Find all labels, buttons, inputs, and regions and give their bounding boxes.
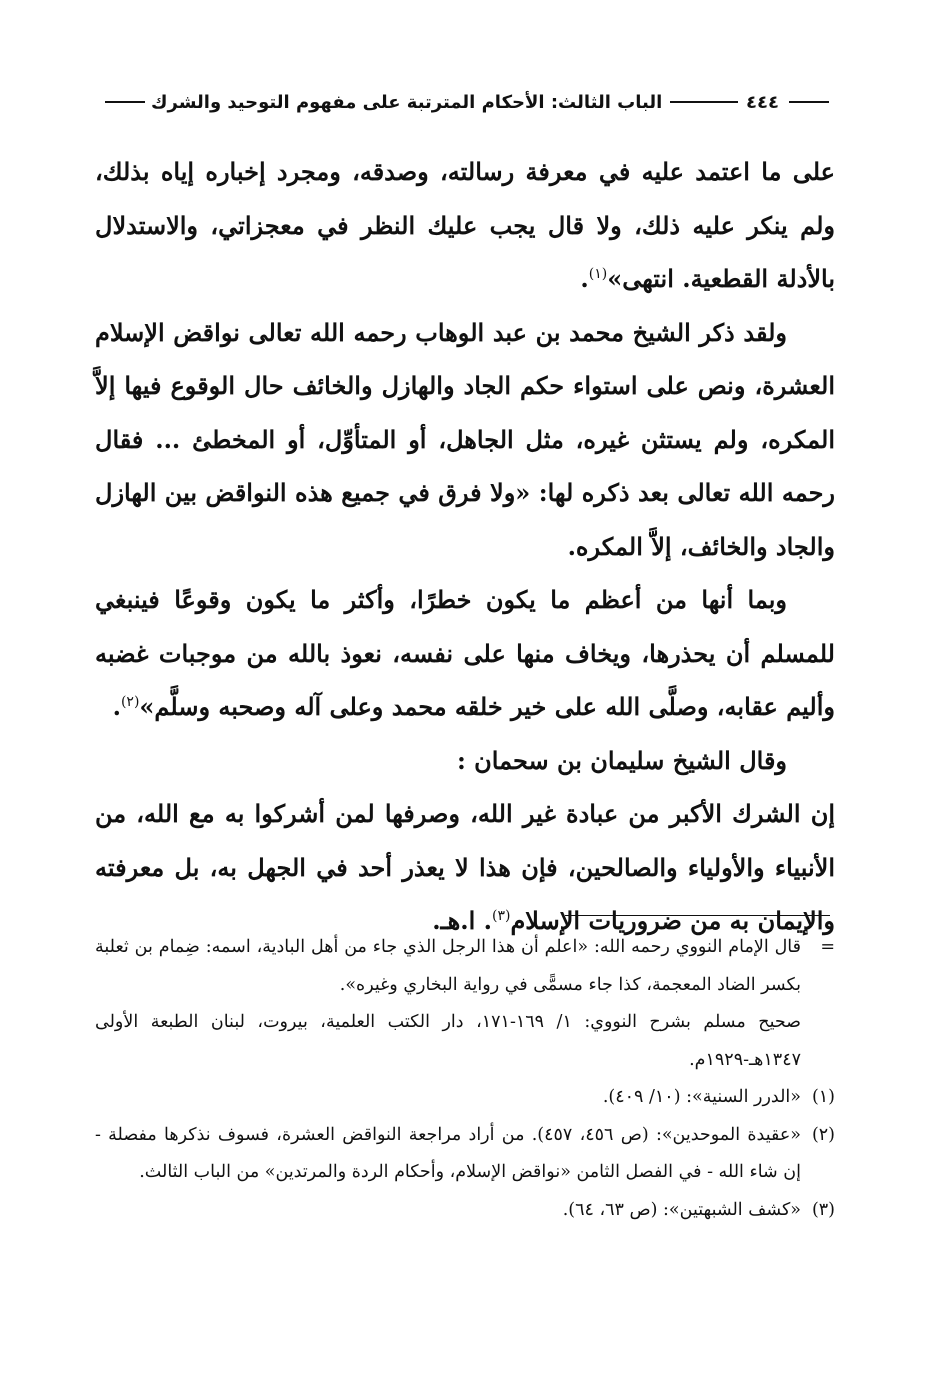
footnote-separator xyxy=(565,915,830,916)
footnote-2 xyxy=(95,1117,835,1192)
paragraph-4-heading: وقال الشيخ سليمان بن سحمان : xyxy=(456,745,787,775)
footnote-ref-3[interactable]: (٣) xyxy=(491,908,511,924)
footnote-1 xyxy=(95,1079,835,1117)
paragraph-1-end: . xyxy=(580,264,589,293)
paragraph-2: ولقد ذكر الشيخ محمد بن عبد الوهاب رحمه الله تعالى نواقض الإسلام العشرة، ونص على استواء حكم الجاد والهازل والخائف حال الوقوع فيها إلاَّ المكره، ولم يستثن غيره، مثل الجاهل، أو المتأوِّل، أو المخطئ ... فقال رحمه الله تعالى بعد ذكره لها: «ولا فرق في جميع هذه النواقض بين الهازل والجاد والخائف، إلاَّ المكره. xyxy=(95,317,835,561)
running-header xyxy=(95,82,835,122)
header-rule-middle xyxy=(670,101,738,103)
footnote-continued-text: قال الإمام النووي رحمه الله: «اعلم أن هذا الرجل الذي جاء من أهل البادية، اسمه: ضِمام بن ثعلبة بكسر الضاد المعجمة، كذا جاء مسمًّى في رواية البخاري وغيره». xyxy=(95,937,801,995)
footnote-continued-source: صحيح مسلم بشرح النووي: ١/ ١٦٩-١٧١، دار الكتب العلمية، بيروت، لبنان الطبعة الأولى ١٣٤٧هـ-١٩٢٩م. xyxy=(95,1012,802,1070)
footnote-3-number: (٣) xyxy=(811,1199,835,1220)
paragraph-3 xyxy=(95,573,835,734)
paragraph-1-text: على ما اعتمد عليه في معرفة رسالته، وصدقه، ومجرد إخباره إياه بذلك، ولم ينكر عليه ذلك، ولا قال يجب عليك النظر في معجزاتي، والاستدلال بالأدلة القطعية. انتهى» xyxy=(95,157,836,293)
footnote-1-number: (١) xyxy=(811,1087,835,1107)
footnote-continued xyxy=(95,929,835,1004)
paragraph-5-text: إن الشرك الأكبر من عبادة غير الله، وصرفها لمن أشركوا به مع الله، من الأنبياء والأولياء والصالحين، فإن هذا لا يعذر أحد في الجهل به، بل معرفته والإيمان به من ضروريات الإسلام xyxy=(95,799,835,935)
footnote-2-number: (٢) xyxy=(811,1124,835,1145)
main-text xyxy=(95,145,835,948)
continuation-mark: = xyxy=(820,937,835,957)
footnotes xyxy=(95,929,835,1229)
footnote-3-text: «كشف الشبهتين»: (ص ٦٣، ٦٤). xyxy=(562,1199,801,1220)
footnote-ref-2[interactable]: (٢) xyxy=(120,694,140,710)
paragraph-3-text: وبما أنها من أعظم ما يكون خطرًا، وأكثر ما يكون وقوعًا فينبغي للمسلم أن يحذرها، ويخاف منها على نفسه، نعوذ بالله من موجبات غضبه وأليم عقابه، وصلَّى الله على خير خلقه محمد وعلى آله وصحبه وسلَّم» xyxy=(95,585,835,721)
paragraph-1 xyxy=(95,145,835,306)
footnote-ref-1[interactable]: (١) xyxy=(588,266,608,282)
header-rule-left xyxy=(105,101,145,103)
paragraph-3-end: . xyxy=(112,692,121,721)
header-rule-right xyxy=(789,101,829,103)
footnote-3 xyxy=(95,1192,835,1230)
running-title: الباب الثالث: الأحكام المترتبة على مفهوم التوحيد والشرك xyxy=(151,91,663,113)
paragraph-5-end: . ا.هـ. xyxy=(432,906,492,935)
page-number: ٤٤٤ xyxy=(746,91,779,113)
paragraph-5 xyxy=(95,787,835,948)
footnote-1-text: «الدرر السنية»: (١٠/ ٤٠٩). xyxy=(602,1087,801,1107)
footnote-2-text: «عقيدة الموحدين»: (ص ٤٥٦، ٤٥٧). من أراد مراجعة النواقض العشرة، فسوف نذكرها مفصلة - إن شاء الله - في الفصل الثامن «نواقض الإسلام، وأحكام الردة والمرتدين» من الباب الثالث. xyxy=(95,1124,801,1182)
